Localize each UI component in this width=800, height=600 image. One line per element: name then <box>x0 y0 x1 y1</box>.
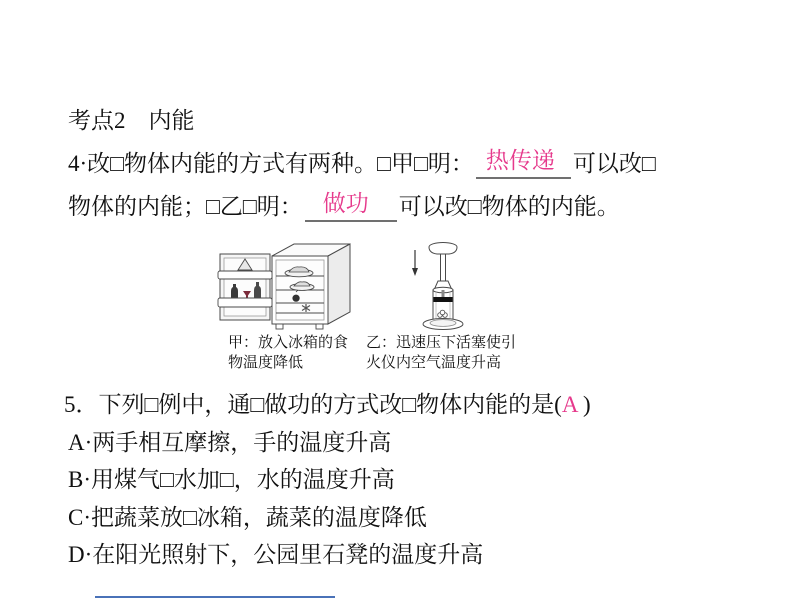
option-c: C·把蔬菜放□冰箱，蔬菜的温度降低 <box>68 505 427 530</box>
figure-fire-syringe <box>402 237 477 332</box>
q4-text-before-blank2: 物体的内能；□乙□明： <box>68 194 303 219</box>
question-4-line-2 <box>68 192 620 222</box>
question-4-line-1 <box>68 149 656 179</box>
fridge-foot-left <box>276 324 283 329</box>
down-arrow-icon <box>412 250 418 276</box>
caption-jia <box>228 333 348 373</box>
section-title: 考点2 内能 <box>68 108 195 133</box>
q5-answer-letter: A <box>561 392 578 417</box>
option-d: D·在阳光照射下，公园里石凳的温度升高 <box>68 542 484 567</box>
option-b: B·用煤气□水加□，水的温度升高 <box>68 467 395 492</box>
q4-blank-2 <box>305 191 397 222</box>
q5-stem-close-paren: ) <box>577 392 591 417</box>
syringe-base-inner <box>430 320 456 327</box>
fridge-side-face <box>328 244 350 324</box>
q4-blank-1 <box>476 148 571 179</box>
piston-seal <box>434 297 453 302</box>
q5-stem-text: 5．下列□例中，通□做功的方式改□物体内能的是( <box>64 392 562 417</box>
question-5-stem <box>64 390 591 420</box>
caption-yi-line1: 乙：迅速压下活塞使引 <box>366 335 517 351</box>
q4-text-after-blank2: 可以改□物体的内能。 <box>398 194 620 219</box>
refrigerator-illustration <box>214 234 359 334</box>
door-bin-top <box>218 271 272 279</box>
caption-jia-line1: 甲：放入冰箱的食 <box>228 335 349 351</box>
caption-yi <box>366 333 516 373</box>
fire-syringe-illustration <box>402 237 477 332</box>
figure-refrigerator <box>214 234 359 334</box>
plunger-rod <box>441 254 446 281</box>
fridge-foot-right <box>316 324 323 329</box>
caption-jia-line2: 物温度降低 <box>228 355 304 371</box>
inner-rod <box>442 290 445 298</box>
option-a: A·两手相互摩擦，手的温度升高 <box>68 430 392 455</box>
door-bin-bottom <box>218 298 272 307</box>
q4-text-before-blank1: 4·改□物体内能的方式有两种。□甲□明： <box>68 151 474 176</box>
plunger-knob <box>429 243 457 255</box>
q4-blank-1-answer: 热传递 <box>485 148 555 173</box>
q4-blank-2-answer: 做功 <box>322 191 369 216</box>
caption-yi-line2: 火仪内空气温度升高 <box>366 355 502 371</box>
q4-text-after-blank1: 可以改□ <box>572 151 656 176</box>
bottom-accent-line <box>95 596 335 598</box>
